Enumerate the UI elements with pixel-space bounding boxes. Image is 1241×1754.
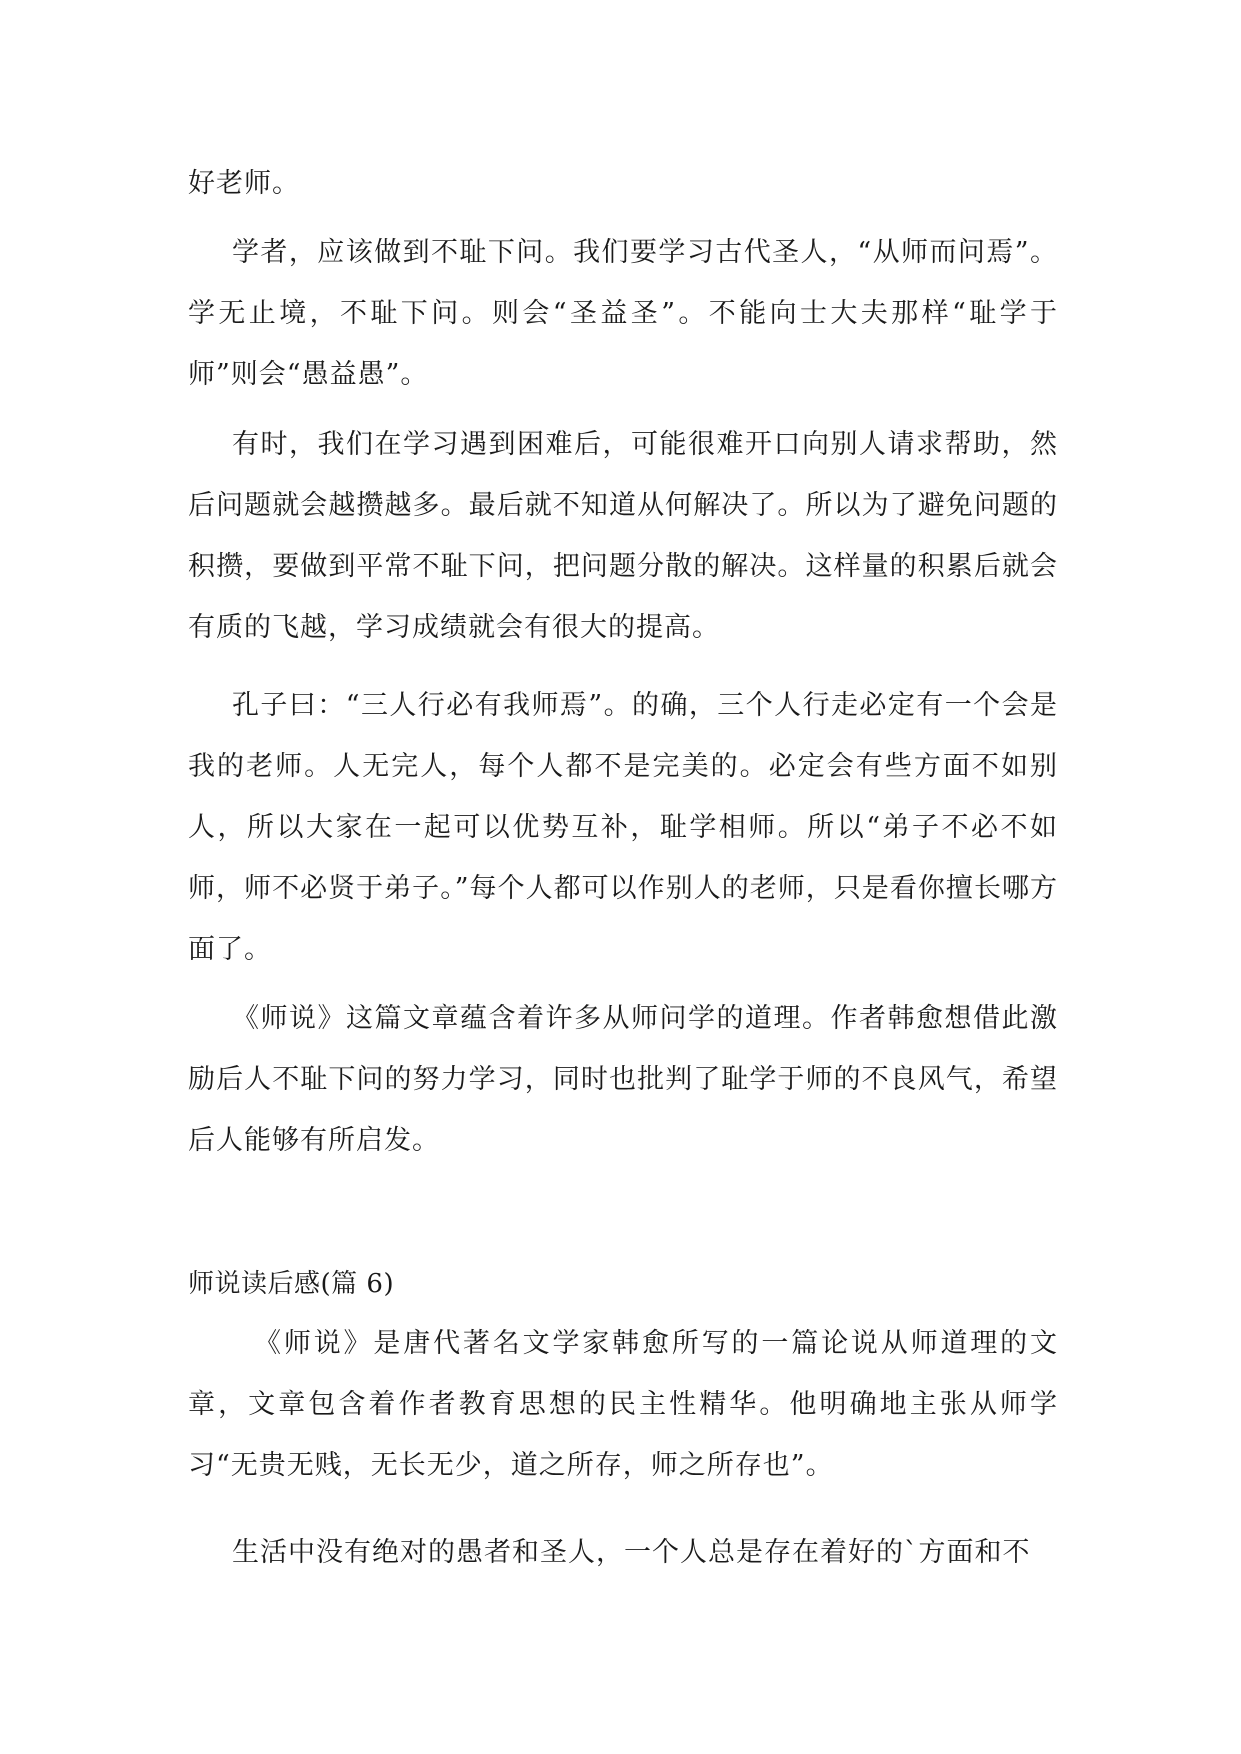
paragraph: 有时，我们在学习遇到困难后，可能很难开口向别人请求帮助，然后问题就会越攒越多。最后就不知道从何解决了。所以为了避免问题的积攒，要做到平常不耻下问，把问题分散的解决。这样量的积累后就会有质的飞越，学习成绩就会有很大的提高。 xyxy=(188,429,1058,643)
section-heading: 师说读后感(篇 6) xyxy=(188,1269,395,1299)
paragraph: 孔子曰：“三人行必有我师焉”。的确，三个人行走必定有一个会是我的老师。人无完人，每个人都不是完美的。必定会有些方面不如别人，所以大家在一起可以优势互补，耻学相师。所以“弟子不必不如师，师不必贤于弟子。”每个人都可以作别人的老师，只是看你擅长哪方面了。 xyxy=(188,690,1058,965)
paragraph: 生活中没有绝对的愚者和圣人，一个人总是存在着好的`方面和不 xyxy=(232,1537,1031,1568)
paragraph: 《师说》是唐代著名文学家韩愈所写的一篇论说从师道理的文章，文章包含着作者教育思想的民主性精华。他明确地主张从师学习“无贵无贱，无长无少，道之所存，师之所存也”。 xyxy=(188,1328,1058,1481)
paragraph: 好老师。 xyxy=(188,168,300,199)
paragraph: 《师说》这篇文章蕴含着许多从师问学的道理。作者韩愈想借此激励后人不耻下问的努力学习，同时也批判了耻学于师的不良风气，希望后人能够有所启发。 xyxy=(188,1003,1058,1156)
paragraph: 学者，应该做到不耻下问。我们要学习古代圣人，“从师而问焉”。学无止境，不耻下问。则会“圣益圣”。不能向士大夫那样“耻学于师”则会“愚益愚”。 xyxy=(188,237,1058,390)
